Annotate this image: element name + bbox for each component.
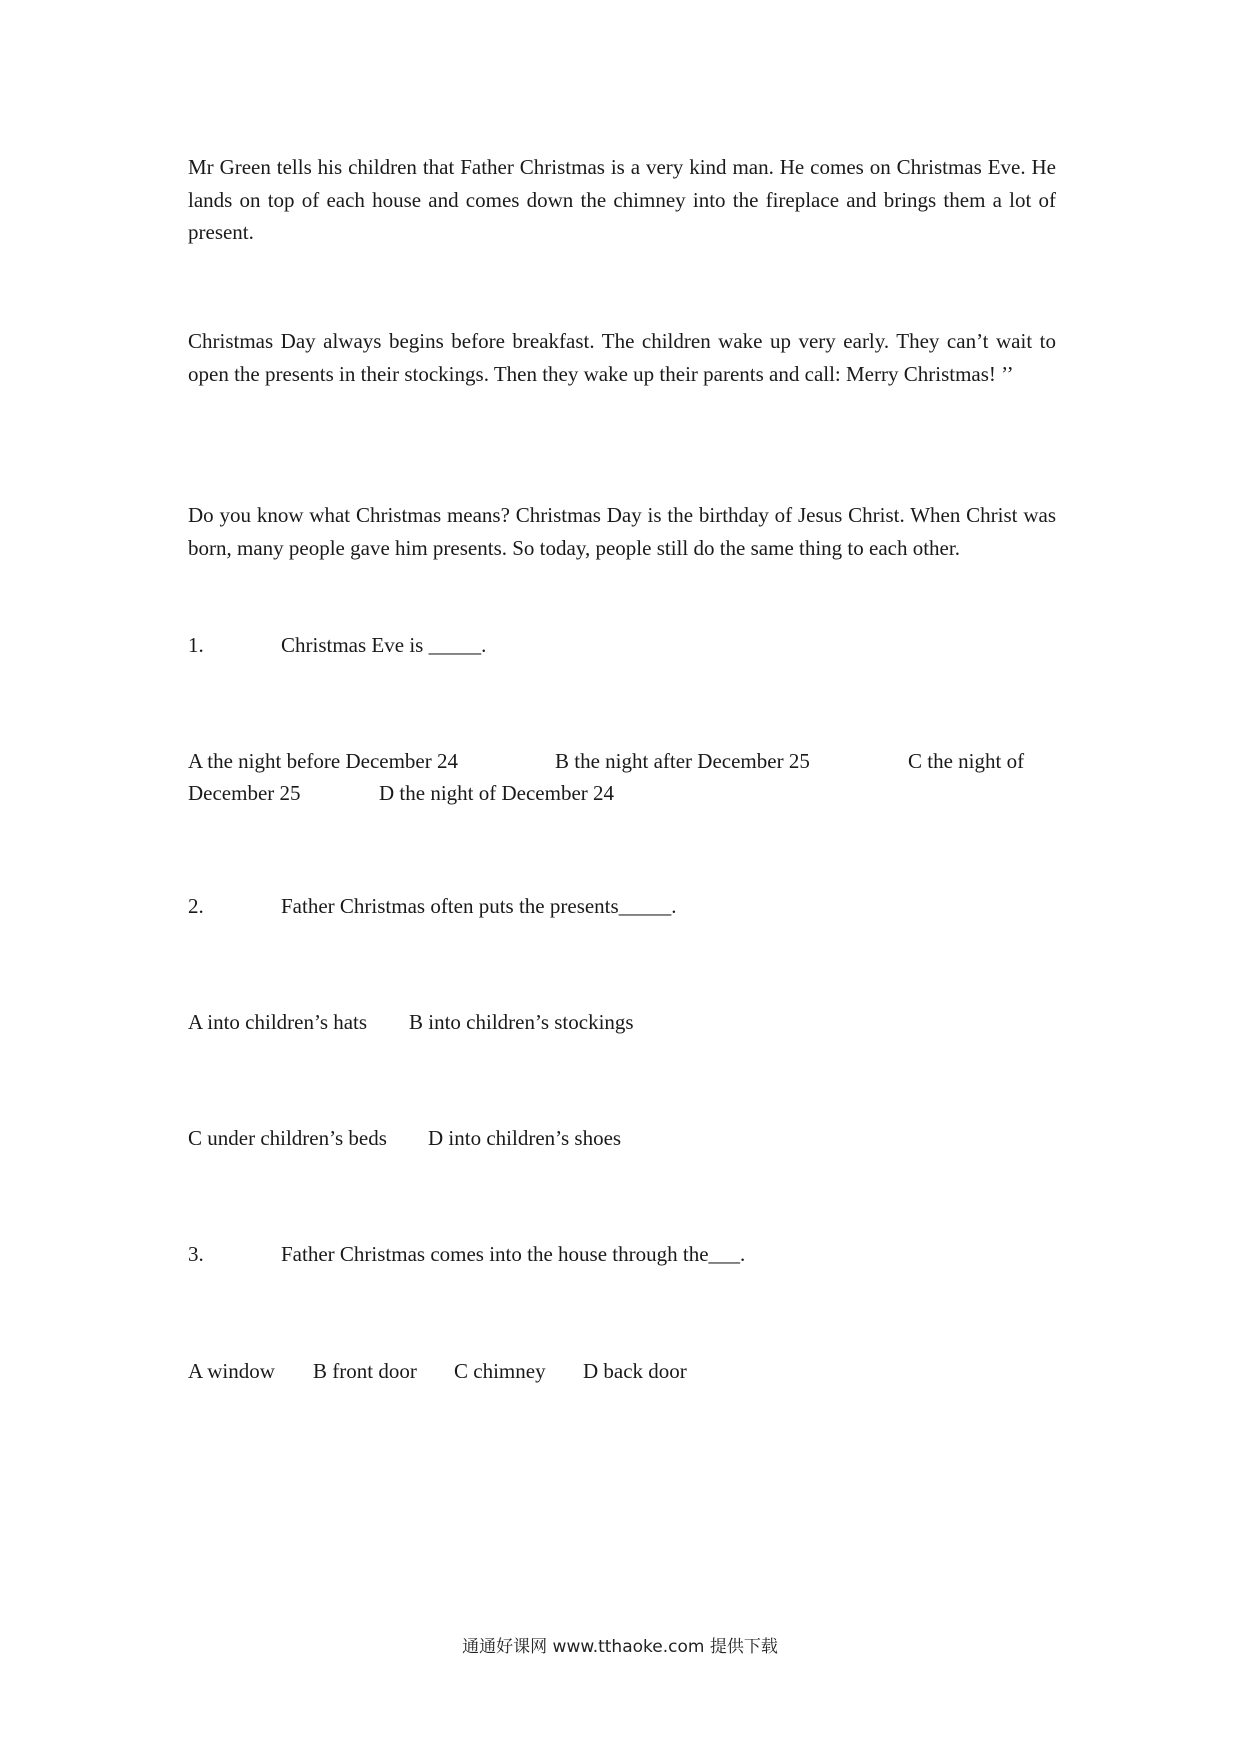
question-2-option-c[interactable]: C under children’s beds [188, 1126, 387, 1150]
question-3-number: 3. [188, 1242, 204, 1266]
passage-paragraph-1: Mr Green tells his children that Father Christmas is a very kind man. He comes on Christmas Eve. He lands on top of each house and comes down the chimney into the fireplace and brings them a lot of present. [188, 155, 1056, 244]
question-2-number: 2. [188, 894, 204, 918]
question-1-option-c[interactable] [908, 745, 1024, 777]
passage-paragraph-2: Christmas Day always begins before breakfast. The children wake up very early. They can’t wait to open the presents in their stockings. Then they wake up their parents and call: Merry Christmas! ’’ [188, 329, 1056, 386]
passage-paragraph-3: Do you know what Christmas means? Christmas Day is the birthday of Jesus Christ. When Christ was born, many people gave him presents. So today, people still do the same thing to each other. [188, 503, 1056, 560]
question-3-option-a[interactable]: A window [188, 1359, 275, 1383]
question-3-text: Father Christmas comes into the house through the___. [281, 1242, 746, 1266]
question-1-option-a[interactable]: A the night before December 24 [188, 749, 458, 773]
question-1-text: Christmas Eve is _____. [281, 633, 487, 657]
question-1-option-d[interactable]: D the night of December 24 [379, 781, 615, 805]
question-1-option-b[interactable]: B the night after December 25 [555, 749, 810, 773]
question-1-number: 1. [188, 633, 204, 657]
question-2-option-a[interactable]: A into children’s hats [188, 1010, 368, 1034]
question-2-option-b[interactable]: B into children’s stockings [409, 1010, 634, 1034]
question-1-option-c-text: C the night of [908, 749, 1025, 773]
question-3-option-b[interactable]: B front door [313, 1359, 417, 1383]
question-3-option-d[interactable]: D back door [583, 1359, 687, 1383]
page-footer: 通通好课网 www.tthaoke.com 提供下载 [462, 1637, 778, 1657]
question-2-text: Father Christmas often puts the presents_____. [281, 894, 677, 918]
question-1-option-c-continuation: December 25 [188, 781, 301, 805]
question-3-option-c[interactable]: C chimney [454, 1359, 546, 1383]
question-2-option-d[interactable]: D into children’s shoes [428, 1126, 622, 1150]
